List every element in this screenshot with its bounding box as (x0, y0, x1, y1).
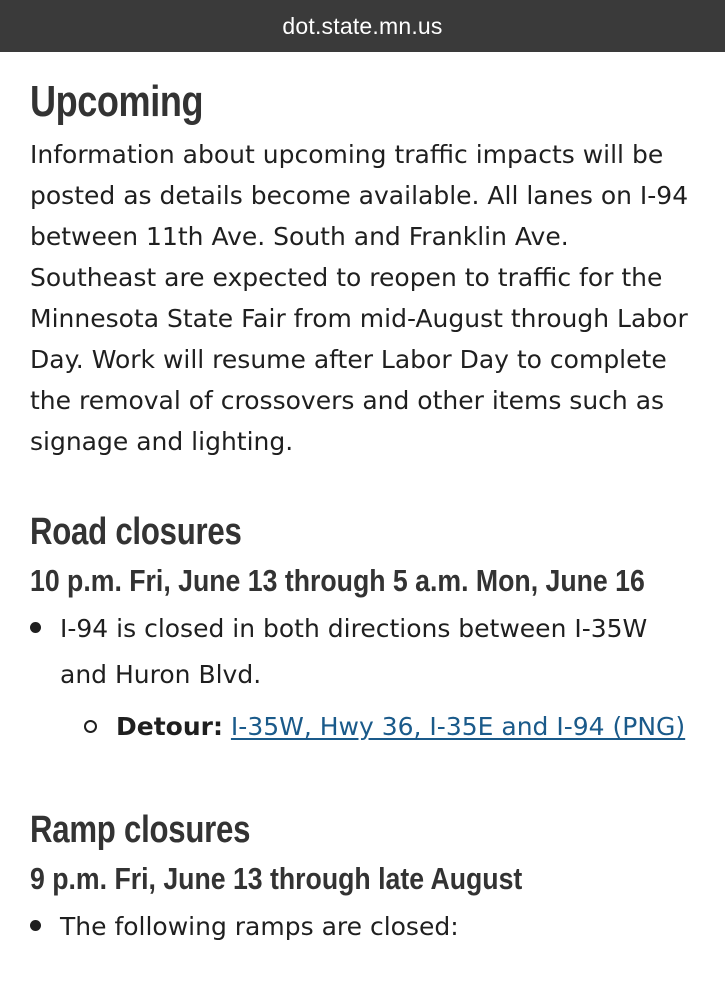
detour-list (60, 704, 695, 750)
intro-paragraph: Information about upcoming traffic impacts will be posted as details become available. All lanes on I-94 between 11th Ave. South and Franklin Ave. Southeast are expected to reopen to traffic for the Minnesota State Fair from mid-August through Labor Day. Work will resume after Labor Day to complete the removal of crossovers and other items such as signage and lighting. (30, 140, 689, 456)
ramp-closure-text: The following ramps are closed: (60, 912, 459, 941)
road-closures-heading: Road closures (30, 511, 242, 553)
list-item (30, 606, 695, 750)
list-item (30, 904, 695, 950)
road-closures-list (30, 606, 695, 750)
ramp-closures-heading: Ramp closures (30, 809, 251, 851)
detour-label: Detour: (116, 712, 223, 741)
ramp-closures-date: 9 p.m. Fri, June 13 through late August (30, 861, 523, 896)
hollow-bullet-icon (84, 720, 97, 733)
list-item (60, 704, 695, 750)
bullet-icon (30, 622, 41, 633)
detour-map-link[interactable]: I-35W, Hwy 36, I-35E and I-94 (PNG) (230, 712, 686, 741)
page-content (0, 76, 725, 950)
road-closures-section (30, 508, 695, 750)
ramp-closures-section (30, 806, 695, 950)
road-closure-text: I-94 is closed in both directions between I-35W and Huron Blvd. (60, 614, 648, 689)
road-closures-date: 10 p.m. Fri, June 13 through 5 a.m. Mon, June 16 (30, 563, 645, 598)
bullet-icon (30, 920, 41, 931)
browser-url-bar[interactable] (0, 0, 725, 52)
ramp-closures-list (30, 904, 695, 950)
url-text: dot.state.mn.us (282, 12, 443, 39)
page-title: Upcoming (30, 77, 204, 126)
